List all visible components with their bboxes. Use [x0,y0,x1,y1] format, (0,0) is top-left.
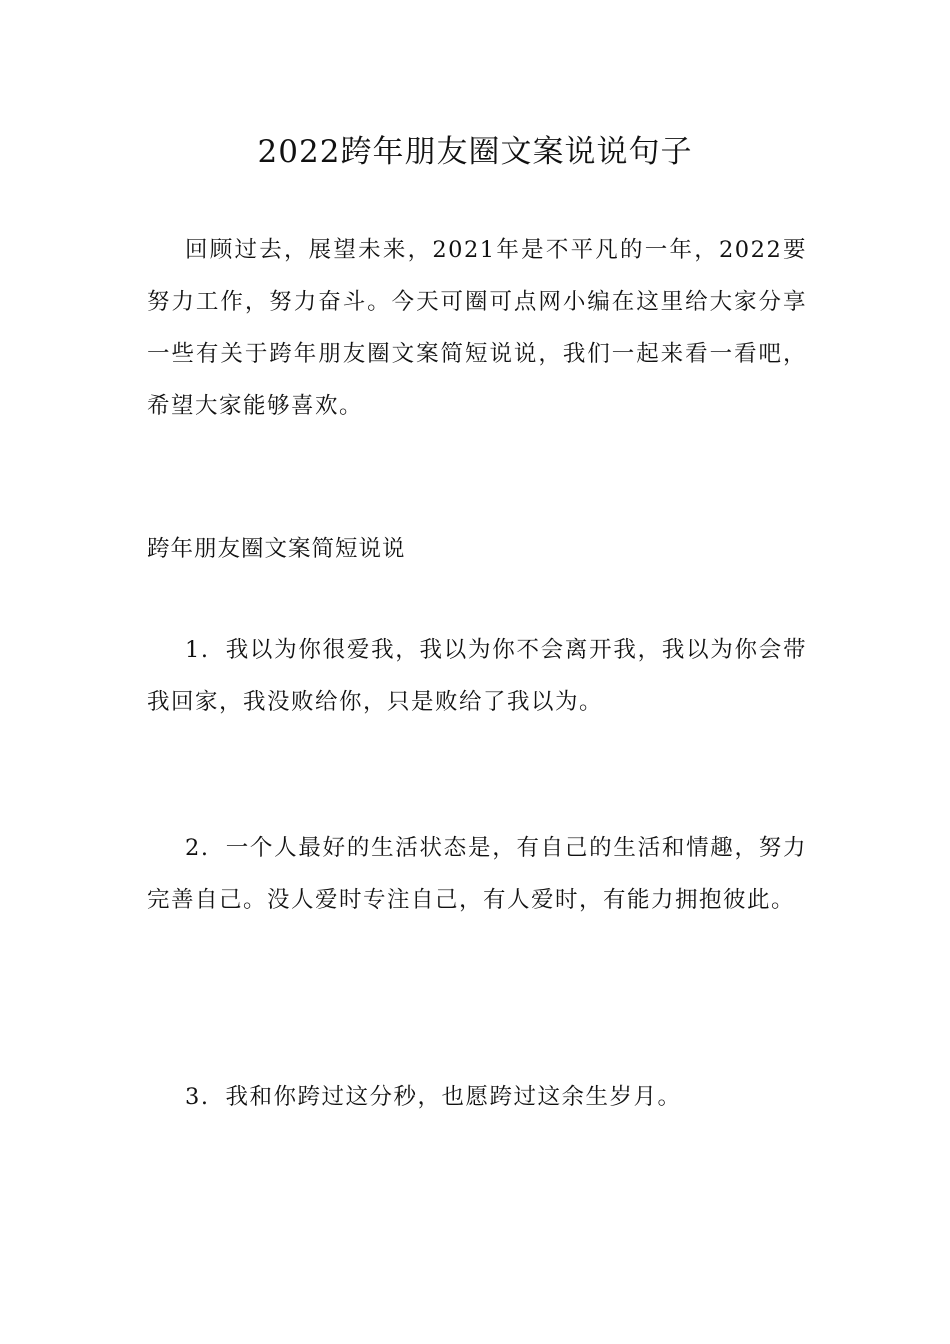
list-item-text: 一个人最好的生活状态是，有自己的生活和情趣，努力完善自己。没人爱时专注自己，有人爱时，有能力拥抱彼此。 [147,835,807,913]
intro-paragraph: 回顾过去，展望未来，2021年是不平凡的一年，2022要努力工作，努力奋斗。今天可圈可点网小编在这里给大家分享一些有关于跨年朋友圈文案简短说说，我们一起来看一看吧，希望大家能够喜欢。 [147,237,807,419]
document-title: 2022跨年朋友圈文案说说句子 [257,134,693,170]
section-heading: 跨年朋友圈文案简短说说 [147,536,406,562]
list-item [147,822,807,926]
list-item-number: 1. [185,637,210,663]
list-item-text: 我和你跨过这分秒，也愿跨过这余生岁月。 [225,1084,682,1110]
list-item [147,624,807,728]
list-item [147,1071,807,1123]
list-item-text: 我以为你很爱我，我以为你不会离开我，我以为你会带我回家，我没败给你，只是败给了我以为。 [147,637,807,715]
list-item-number: 2. [185,835,210,861]
list-item-number: 3. [185,1084,210,1110]
